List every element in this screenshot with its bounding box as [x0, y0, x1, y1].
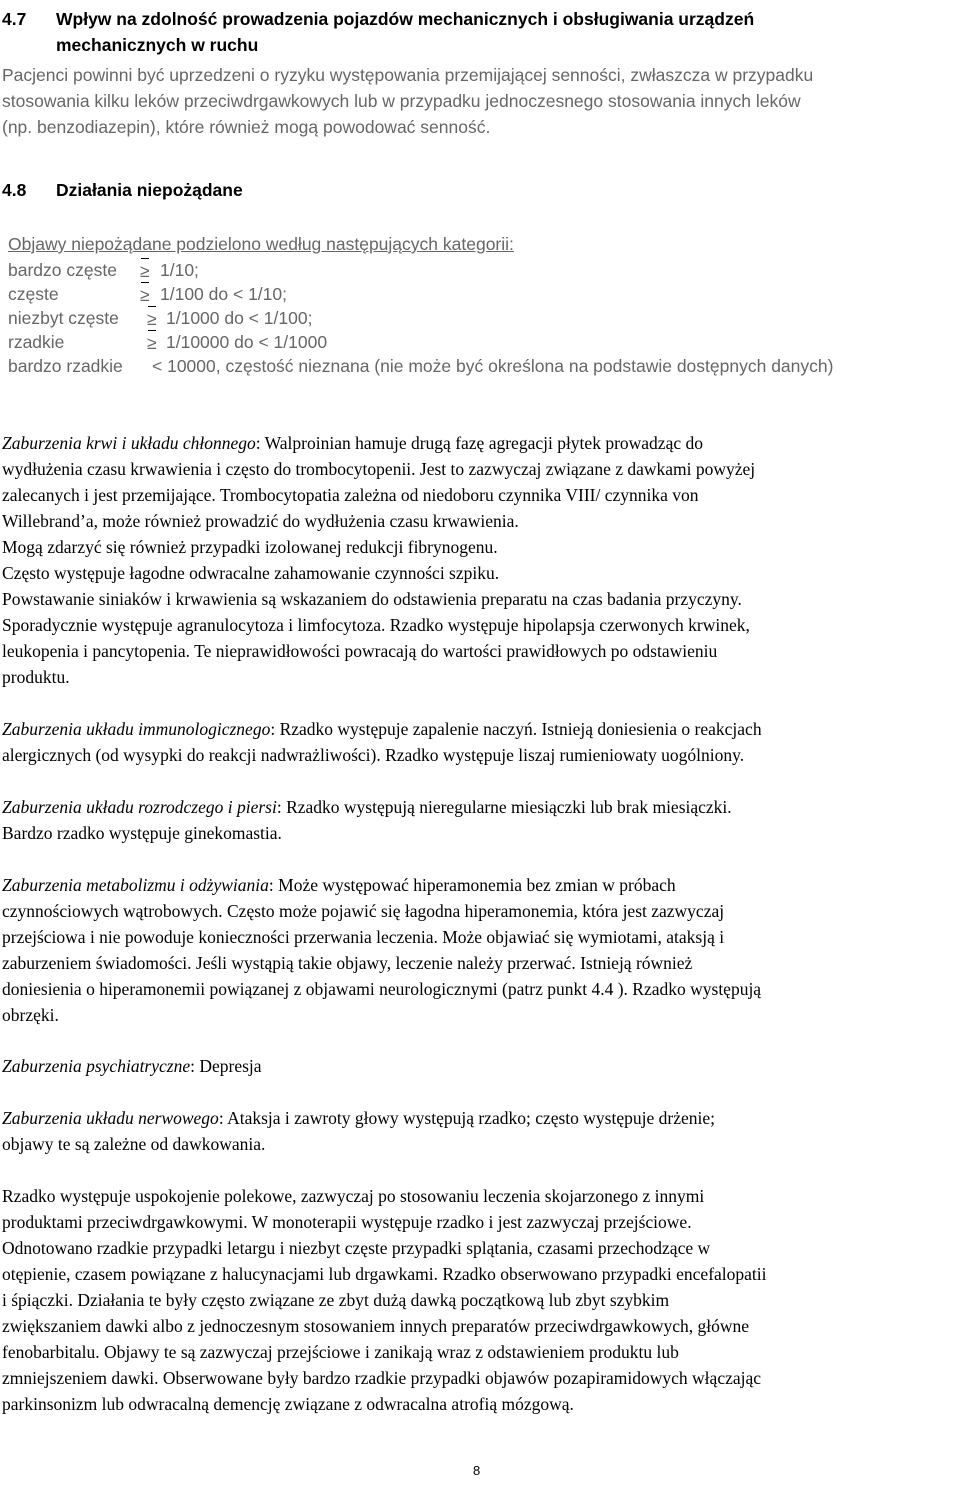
paragraph-metabolism-disorders	[2, 872, 958, 1028]
paragraph-sedation	[2, 1183, 958, 1417]
frequency-categories	[8, 231, 958, 377]
paragraph-line: : Rzadko występują nieregularne miesiączki lub brak miesiączki.	[276, 797, 732, 817]
category-label: bardzo rzadkie	[8, 356, 123, 376]
categories-intro: Objawy niepożądane podzielono według następujących kategorii:	[8, 234, 514, 254]
category-row	[8, 281, 958, 305]
category-range: 1/1000 do < 1/100;	[166, 308, 313, 328]
paragraph-line: Sporadycznie występuje agranulocytoza i limfocytoza. Rzadko występuje hipolapsja czerwonych krwinek,	[2, 615, 750, 635]
paragraph-line: alergicznych (od wysypki do reakcji nadwrażliwości). Rzadko występuje liszaj rumieniowaty uogólniony.	[2, 745, 745, 765]
category-label: rzadkie	[8, 332, 65, 352]
paragraph-line: Rzadko występuje uspokojenie polekowe, zazwyczaj po stosowaniu leczenia skojarzonego z innymi	[2, 1186, 705, 1206]
paragraph-line: przejściowa i nie powoduje konieczności przerwania leczenia. Może objawiać się wymiotami, ataksją i	[2, 927, 725, 947]
paragraph-line: Powstawanie siniaków i krwawienia są wskazaniem do odstawienia preparatu na czas badania przyczyny.	[2, 589, 742, 609]
category-range: 1/10000 do < 1/1000	[166, 332, 328, 352]
paragraph-line: : Rzadko występuje zapalenie naczyń. Istnieją doniesienia o reakcjach	[270, 719, 762, 739]
paragraph-line: Bardzo rzadko występuje ginekomastia.	[2, 823, 282, 843]
soc-term: Zaburzenia psychiatryczne	[2, 1056, 191, 1076]
category-symbol: ≥	[147, 329, 157, 356]
category-range: 1/100 do < 1/10;	[160, 284, 287, 304]
soc-term: Zaburzenia układu rozrodczego i piersi	[2, 797, 277, 817]
paragraph-line: objawy te są zależne od dawkowania.	[2, 1134, 266, 1154]
soc-term: Zaburzenia metabolizmu i odżywiania	[2, 875, 269, 895]
paragraph-reproductive-disorders	[2, 794, 958, 846]
paragraph-line: fenobarbitalu. Objawy te są zazwyczaj przejściowe i zanikają wraz z odstawieniem produktu lub	[2, 1342, 679, 1362]
paragraph-line: Mogą zdarzyć się również przypadki izolowanej redukcji fibrynogenu.	[2, 537, 498, 557]
section-4-7-body	[2, 62, 958, 140]
paragraph-nervous-disorders	[2, 1105, 958, 1157]
paragraph-line: czynnościowych wątrobowych. Często może pojawić się łagodna hiperamonemia, która jest zazwyczaj	[2, 901, 725, 921]
paragraph-line: i śpiączki. Działania te były często związane ze zbyt dużą dawką początkową lub zbyt szybkim	[2, 1290, 670, 1310]
section-4-7-line: Pacjenci powinni być uprzedzeni o ryzyku występowania przemijającej senności, zwłaszcza w przypadku	[2, 65, 814, 85]
paragraph-line: : Ataksja i zawroty głowy występują rzadko; często występuje drżenie;	[218, 1108, 715, 1128]
paragraph-line: : Depresja	[190, 1056, 262, 1076]
section-4-8-number: 4.8	[2, 180, 27, 200]
category-row	[8, 257, 958, 281]
page-number: 8	[473, 1463, 481, 1478]
section-4-7-title-line1: Wpływ na zdolność prowadzenia pojazdów mechanicznych i obsługiwania urządzeń	[56, 9, 755, 29]
category-row	[8, 353, 958, 377]
section-4-8-title: Działania niepożądane	[56, 180, 243, 200]
category-range: < 10000, częstość nieznana (nie może być określona na podstawie dostępnych danych)	[152, 356, 834, 376]
soc-term: Zaburzenia układu nerwowego	[2, 1108, 219, 1128]
section-4-7-heading	[2, 6, 952, 58]
paragraph-line: zalecanych i jest przemijające. Trombocytopatia zależna od niedoboru czynnika VIII/ czynnika von	[2, 485, 699, 505]
paragraph-line: produktu.	[2, 667, 70, 687]
section-4-7-title-line2: mechanicznych w ruchu	[56, 35, 259, 55]
paragraph-line: obrzęki.	[2, 1005, 59, 1025]
paragraph-line: Często występuje łagodne odwracalne zahamowanie czynności szpiku.	[2, 563, 500, 583]
paragraph-line: zmniejszeniem dawki. Obserwowane były bardzo rzadkie przypadki objawów pozapiramidowych włączając	[2, 1368, 762, 1388]
paragraph-line: leukopenia i pancytopenia. Te nieprawidłowości powracają do wartości prawidłowych po odstawieniu	[2, 641, 718, 661]
category-range: 1/10;	[160, 260, 199, 280]
category-row	[8, 305, 958, 329]
paragraph-line: doniesienia o hiperamonemii powiązanej z objawami neurologicznymi (patrz punkt 4.4 ). Rzadko występują	[2, 979, 762, 999]
soc-term: Zaburzenia układu immunologicznego	[2, 719, 271, 739]
category-label: bardzo częste	[8, 260, 117, 280]
section-4-7-line: (np. benzodiazepin), które również mogą powodować senność.	[2, 117, 491, 137]
paragraph-line: Willebrand’a, może również prowadzić do wydłużenia czasu krwawienia.	[2, 511, 519, 531]
category-label: częste	[8, 284, 59, 304]
paragraph-psychiatric-disorders	[2, 1053, 958, 1079]
paragraph-line: parkinsonizm lub odwracalną demencję związane z odwracalna atrofią mózgową.	[2, 1394, 574, 1414]
paragraph-line: otępienie, czasem powiązane z halucynacjami lub drgawkami. Rzadko obserwowano przypadki encefalopatii	[2, 1264, 767, 1284]
category-row	[8, 329, 958, 353]
category-symbol: ≥	[140, 257, 150, 284]
paragraph-line: wydłużenia czasu krwawienia i często do trombocytopenii. Jest to zazwyczaj związane z dawkami powyżej	[2, 459, 756, 479]
section-4-8-heading	[2, 177, 952, 203]
paragraph-line: : Walproinian hamuje drugą fazę agregacji płytek prowadząc do	[255, 433, 703, 453]
paragraph-line: zwiększaniem dawki albo z jednoczesnym stosowaniem innych preparatów przeciwdrgawkowych, główne	[2, 1316, 750, 1336]
section-4-7-line: stosowania kilku leków przeciwdrgawkowych lub w przypadku jednoczesnego stosowania innych leków	[2, 91, 801, 111]
paragraph-line: produktami przeciwdrgawkowymi. W monoterapii występuje rzadko i jest zazwyczaj przejściowe.	[2, 1212, 692, 1232]
paragraph-line: Odnotowano rzadkie przypadki letargu i niezbyt częste przypadki splątania, czasami przechodzące w	[2, 1238, 711, 1258]
paragraph-blood-disorders	[2, 430, 958, 690]
category-label: niezbyt częste	[8, 308, 119, 328]
paragraph-line: zaburzeniem świadomości. Jeśli wystąpią takie objawy, leczenie należy przerwać. Istnieją również	[2, 953, 693, 973]
paragraph-immune-disorders	[2, 716, 958, 768]
section-4-7-number: 4.7	[2, 9, 27, 29]
category-symbol: ≥	[140, 281, 150, 308]
paragraph-line: : Może występować hiperamonemia bez zmian w próbach	[268, 875, 676, 895]
category-symbol: ≥	[147, 305, 157, 332]
soc-term: Zaburzenia krwi i układu chłonnego	[2, 433, 256, 453]
